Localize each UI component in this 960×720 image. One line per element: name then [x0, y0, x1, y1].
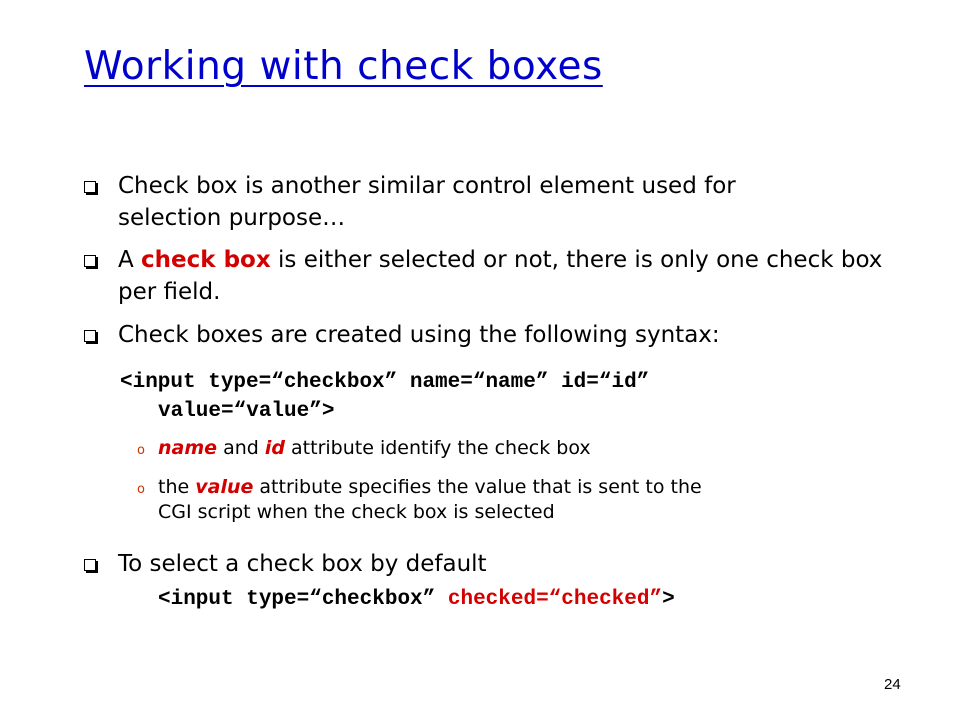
bullet-text-2: [118, 244, 898, 308]
sub1-mid: and: [217, 437, 265, 459]
attr-value: value: [195, 476, 254, 498]
code2-highlight: checked=“checked”: [447, 588, 663, 611]
code2-pre: <input type=“checkbox”: [158, 588, 448, 611]
sub2-post: attribute specifies the value that is sent to the: [253, 476, 702, 498]
code2-post: >: [662, 588, 675, 611]
page-number: 24: [884, 676, 901, 693]
code-line-2: value=“value”>: [158, 400, 335, 423]
sub-bullet-text-2: [158, 475, 898, 525]
bullet-text-3: Check boxes are created using the following syntax:: [118, 322, 720, 348]
attr-name: name: [158, 437, 218, 459]
bullet-marker: [84, 181, 96, 193]
sub1-post: attribute identify the check box: [285, 437, 591, 459]
slide-title: Working with check boxes: [84, 44, 603, 89]
attr-id: id: [264, 437, 285, 459]
bullet-text-2-pre: A: [118, 247, 142, 273]
check-box-highlight: check box: [141, 247, 271, 273]
bullet-text-2-post: is either selected or not, there is only one check box per field.: [118, 247, 883, 305]
bullet-marker: [84, 255, 96, 267]
sub-bullet-marker: o: [137, 443, 145, 458]
bullet-text-1: Check box is another similar control element used for selection purpose…: [118, 173, 736, 231]
bullet-marker: [84, 559, 96, 571]
bullet-text-4: To select a check box by default: [118, 551, 487, 577]
sub2-pre: the: [158, 476, 196, 498]
bullet-marker: [84, 330, 96, 342]
code-line-1: <input type=“checkbox” name=“name” id=“id”: [120, 371, 650, 394]
sub-bullet-marker: o: [137, 482, 145, 497]
code-line-3: [158, 585, 675, 615]
sub-bullet-text-1: [158, 436, 898, 461]
sub2-line2: CGI script when the check box is selected: [158, 501, 555, 523]
